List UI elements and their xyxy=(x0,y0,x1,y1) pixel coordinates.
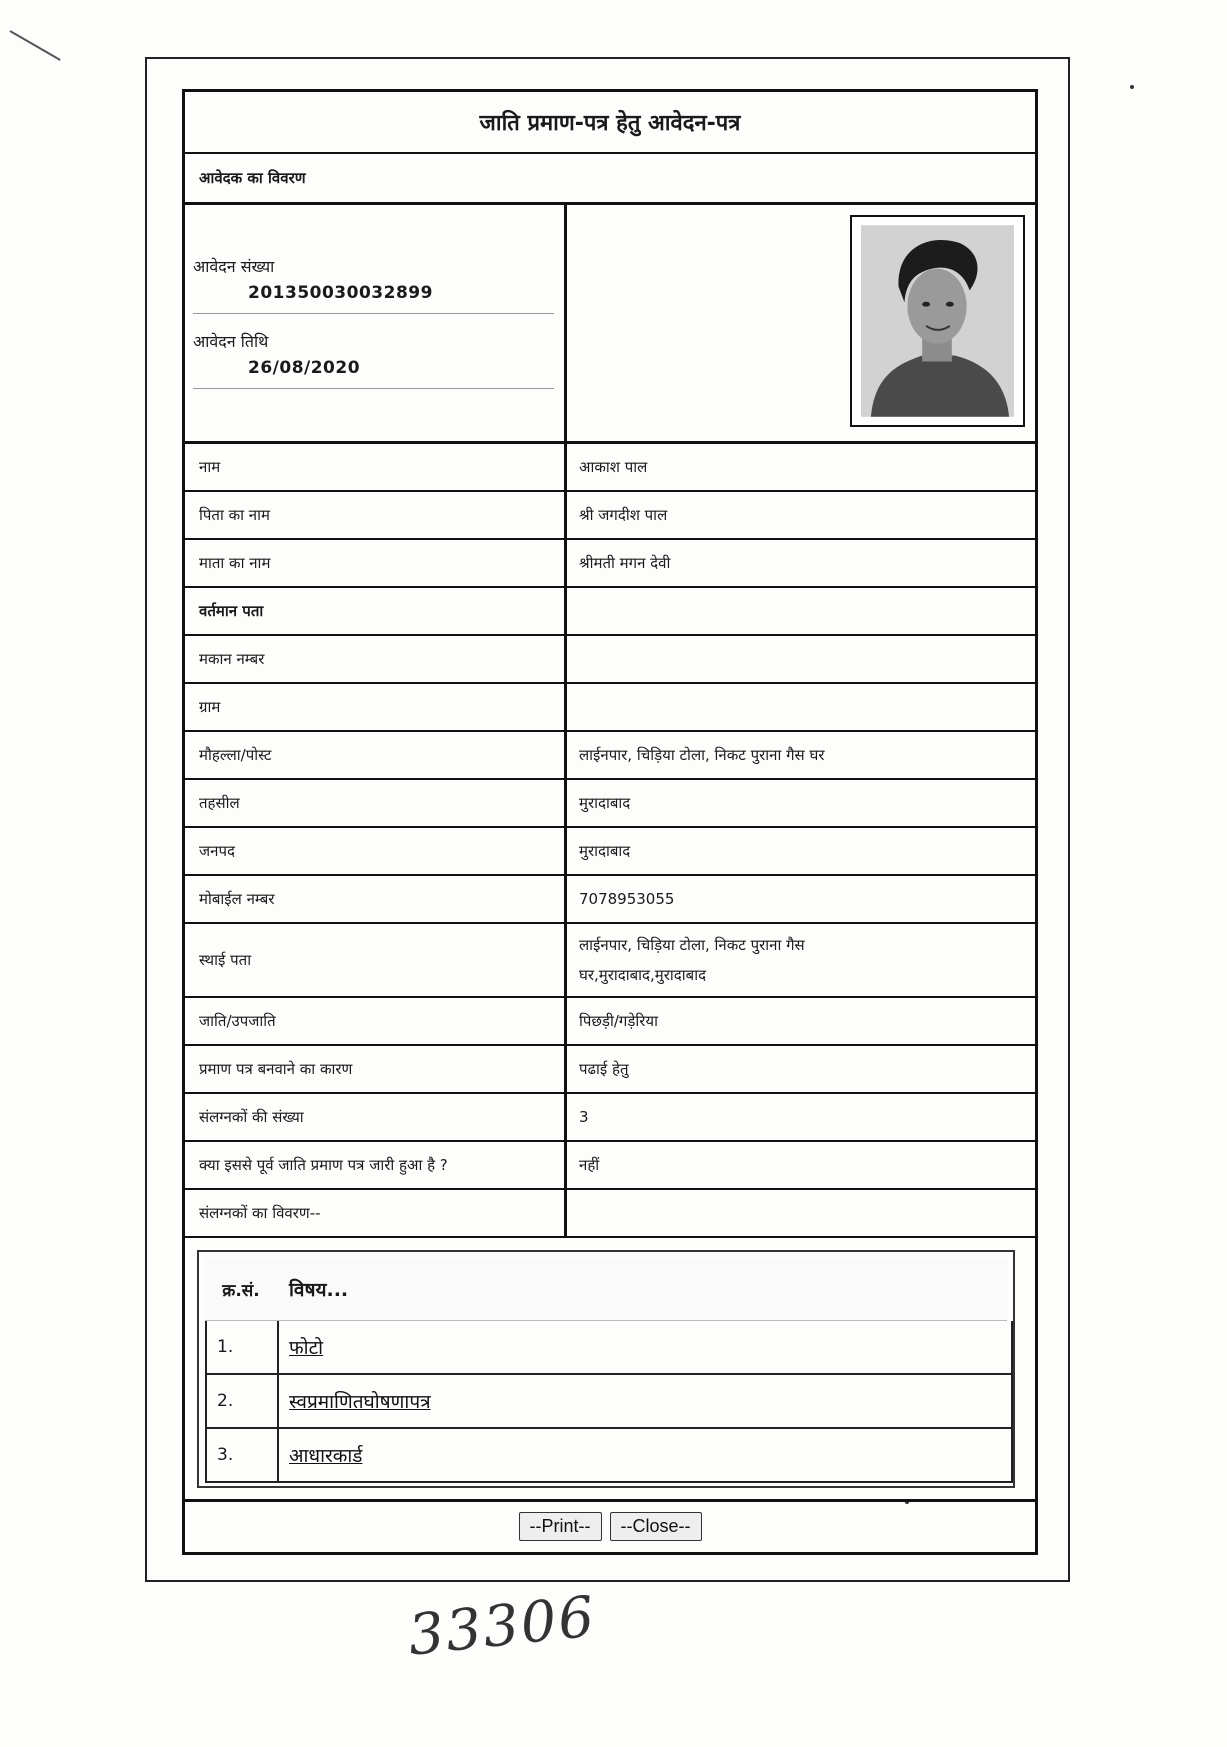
field-label: संलग्नकों का विवरण-- xyxy=(185,1190,567,1236)
field-label: स्थाई पता xyxy=(185,924,567,996)
application-number-label: आवेदन संख्या xyxy=(193,257,275,276)
field-label: नाम xyxy=(185,444,567,490)
field-label: मोबाईल नम्बर xyxy=(185,876,567,922)
column-header-subject: विषय... xyxy=(289,1279,349,1301)
field-row-village xyxy=(185,684,1035,732)
application-form xyxy=(182,89,1038,1555)
close-button[interactable]: --Close-- xyxy=(610,1512,702,1541)
applicant-photo xyxy=(850,215,1025,427)
application-meta-block xyxy=(185,205,1035,444)
table-row xyxy=(205,1429,1013,1483)
field-value: पिछड़ी/गड़ेरिया xyxy=(579,1012,658,1030)
attachments-section xyxy=(185,1238,1035,1502)
field-value xyxy=(567,684,1035,730)
field-row-mother-name xyxy=(185,540,1035,588)
field-row-name xyxy=(185,444,1035,492)
handwritten-number: 33306 xyxy=(405,1584,600,1669)
field-row-attachment-details xyxy=(185,1190,1035,1238)
field-row-house-number xyxy=(185,636,1035,684)
section-heading: आवेदक का विवरण xyxy=(185,154,1035,205)
field-label: जाति/उपजाति xyxy=(185,998,567,1044)
field-value: पढाई हेतु xyxy=(579,1060,629,1078)
attachment-link-self-declaration[interactable]: स्वप्रमाणितघोषणापत्र xyxy=(289,1391,431,1413)
field-row-father-name xyxy=(185,492,1035,540)
attachment-sno: 1. xyxy=(207,1321,279,1373)
attachment-link-photo[interactable]: फोटो xyxy=(289,1337,324,1359)
attachments-table xyxy=(197,1250,1015,1488)
field-row-permanent-address xyxy=(185,924,1035,998)
field-label: क्या इससे पूर्व जाति प्रमाण पत्र जारी हुआ है ? xyxy=(185,1142,567,1188)
field-value: मुरादाबाद xyxy=(579,794,631,812)
field-label: तहसील xyxy=(185,780,567,826)
attachment-link-aadhaar[interactable]: आधारकार्ड xyxy=(289,1445,363,1467)
field-label: माता का नाम xyxy=(185,540,567,586)
field-label: संलग्नकों की संख्या xyxy=(185,1094,567,1140)
field-row-district xyxy=(185,828,1035,876)
attachment-sno: 3. xyxy=(207,1429,279,1481)
field-label: प्रमाण पत्र बनवाने का कारण xyxy=(185,1046,567,1092)
attachment-sno: 2. xyxy=(207,1375,279,1427)
field-label: मौहल्ला/पोस्ट xyxy=(185,732,567,778)
scan-speck xyxy=(1130,85,1134,89)
application-date-label: आवेदन तिथि xyxy=(193,332,269,351)
field-value: आकाश पाल xyxy=(579,458,648,476)
print-button[interactable]: --Print-- xyxy=(519,1512,602,1541)
field-value: मुरादाबाद xyxy=(579,842,631,860)
divider xyxy=(193,313,554,314)
form-title: जाति प्रमाण-पत्र हेतु आवेदन-पत्र xyxy=(185,92,1035,154)
field-row-attachment-count xyxy=(185,1094,1035,1142)
field-label: पिता का नाम xyxy=(185,492,567,538)
field-row-mobile xyxy=(185,876,1035,924)
field-row-previous-certificate xyxy=(185,1142,1035,1190)
field-value xyxy=(567,588,1035,634)
photo-cell xyxy=(567,205,1035,441)
field-value: श्रीमती मगन देवी xyxy=(579,554,671,572)
application-meta xyxy=(185,205,567,441)
field-value: श्री जगदीश पाल xyxy=(579,506,668,524)
application-date-value: 26/08/2020 xyxy=(248,358,361,378)
field-value: नहीं xyxy=(579,1156,600,1174)
field-value: 3 xyxy=(579,1108,589,1126)
action-bar xyxy=(185,1502,1035,1550)
field-label: वर्तमान पता xyxy=(185,588,567,634)
field-value xyxy=(567,636,1035,682)
field-value: 7078953055 xyxy=(579,890,675,908)
field-row-reason xyxy=(185,1046,1035,1094)
table-row xyxy=(205,1375,1013,1429)
column-header-sno: क्र.सं. xyxy=(222,1280,260,1301)
field-value: लाईनपार, चिड़िया टोला, निकट पुराना गैस घर,मुरादाबाद,मुरादाबाद xyxy=(579,936,805,984)
field-row-locality xyxy=(185,732,1035,780)
table-row xyxy=(205,1321,1013,1375)
application-number-value: 201350030032899 xyxy=(248,283,433,303)
field-label: ग्राम xyxy=(185,684,567,730)
field-row-tehsil xyxy=(185,780,1035,828)
divider xyxy=(193,388,554,389)
field-label: मकान नम्बर xyxy=(185,636,567,682)
field-row-caste xyxy=(185,998,1035,1046)
person-photo-icon xyxy=(861,224,1014,418)
field-value: लाईनपार, चिड़िया टोला, निकट पुराना गैस घर xyxy=(579,746,825,764)
field-value xyxy=(567,1190,1035,1236)
staple-mark xyxy=(10,30,61,61)
attachments-header xyxy=(205,1258,1007,1321)
field-row-current-address xyxy=(185,588,1035,636)
field-label: जनपद xyxy=(185,828,567,874)
